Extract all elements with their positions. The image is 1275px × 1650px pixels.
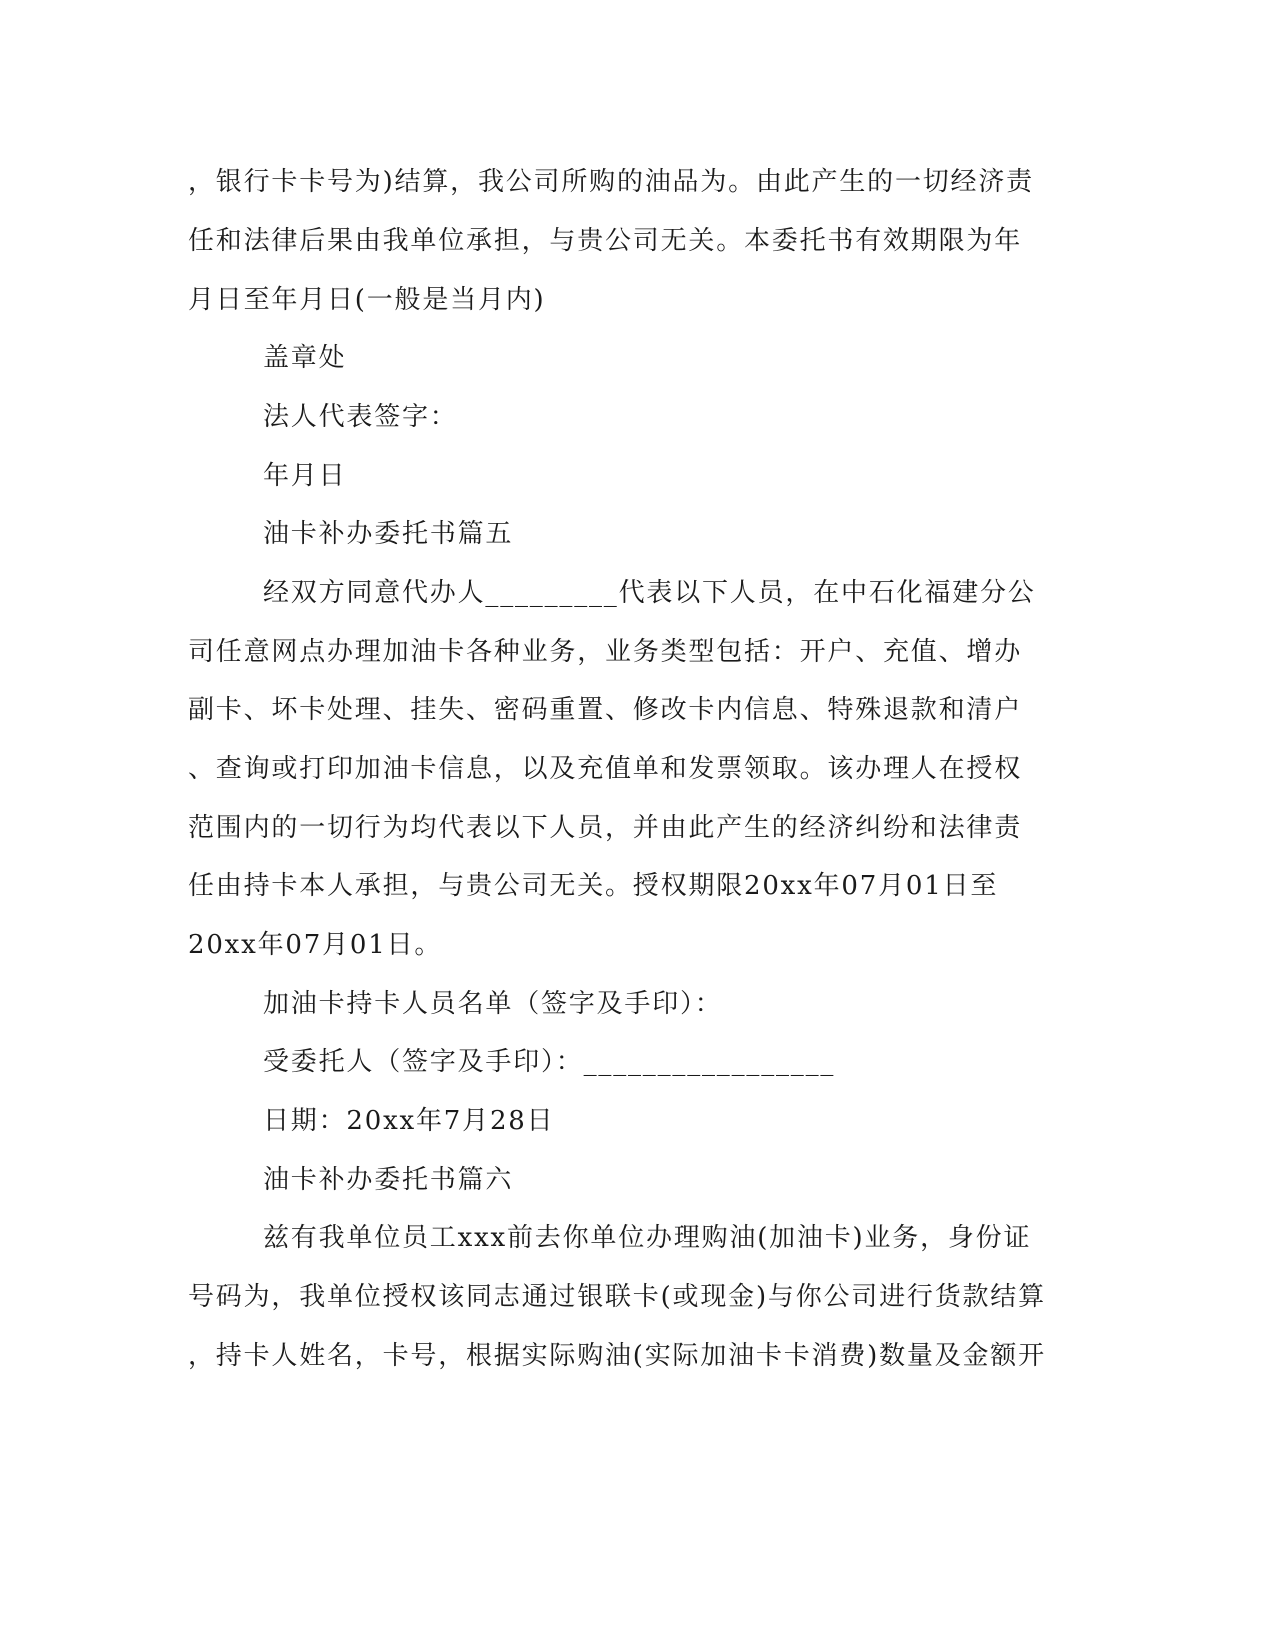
text-line: 、查询或打印加油卡信息，以及充值单和发票领取。该办理人在授权 — [188, 754, 1023, 784]
section-heading: 油卡补办委托书篇六 — [263, 1165, 514, 1195]
text-line: ，持卡人姓名，卡号，根据实际购油(实际加油卡卡消费)数量及金额开 — [188, 1341, 1046, 1371]
seal-label: 盖章处 — [263, 343, 347, 373]
text-line: 司任意网点办理加油卡各种业务，业务类型包括：开户、充值、增办 — [188, 637, 1023, 667]
text-line: 兹有我单位员工xxx前去你单位办理购油(加油卡)业务，身份证 — [263, 1223, 1032, 1253]
section-heading: 油卡补办委托书篇五 — [263, 519, 514, 549]
text-line: 月日至年月日(一般是当月内) — [188, 285, 546, 315]
text-line: 经双方同意代办人_________代表以下人员，在中石化福建分公 — [263, 578, 1036, 608]
signature-label: 法人代表签字： — [263, 402, 458, 432]
text-line: 号码为，我单位授权该同志通过银联卡(或现金)与你公司进行货款结算 — [188, 1282, 1046, 1312]
text-line: 20xx年07月01日。 — [188, 930, 443, 960]
text-line: 任由持卡本人承担，与贵公司无关。授权期限20xx年07月01日至 — [188, 871, 999, 901]
text-line: ，银行卡卡号为)结算，我公司所购的油品为。由此产生的一切经济责 — [188, 167, 1034, 197]
text-line: 范围内的一切行为均代表以下人员，并由此产生的经济纠纷和法律责 — [188, 813, 1023, 843]
date-line: 日期：20xx年7月28日 — [263, 1106, 555, 1136]
date-label: 年月日 — [263, 461, 347, 491]
cardholder-list-label: 加油卡持卡人员名单（签字及手印）： — [263, 989, 723, 1019]
text-line: 副卡、坏卡处理、挂失、密码重置、修改卡内信息、特殊退款和清户 — [188, 695, 1023, 725]
trustee-label: 受委托人（签字及手印）：_________________ — [263, 1047, 836, 1077]
text-line: 任和法律后果由我单位承担，与贵公司无关。本委托书有效期限为年 — [188, 226, 1023, 256]
